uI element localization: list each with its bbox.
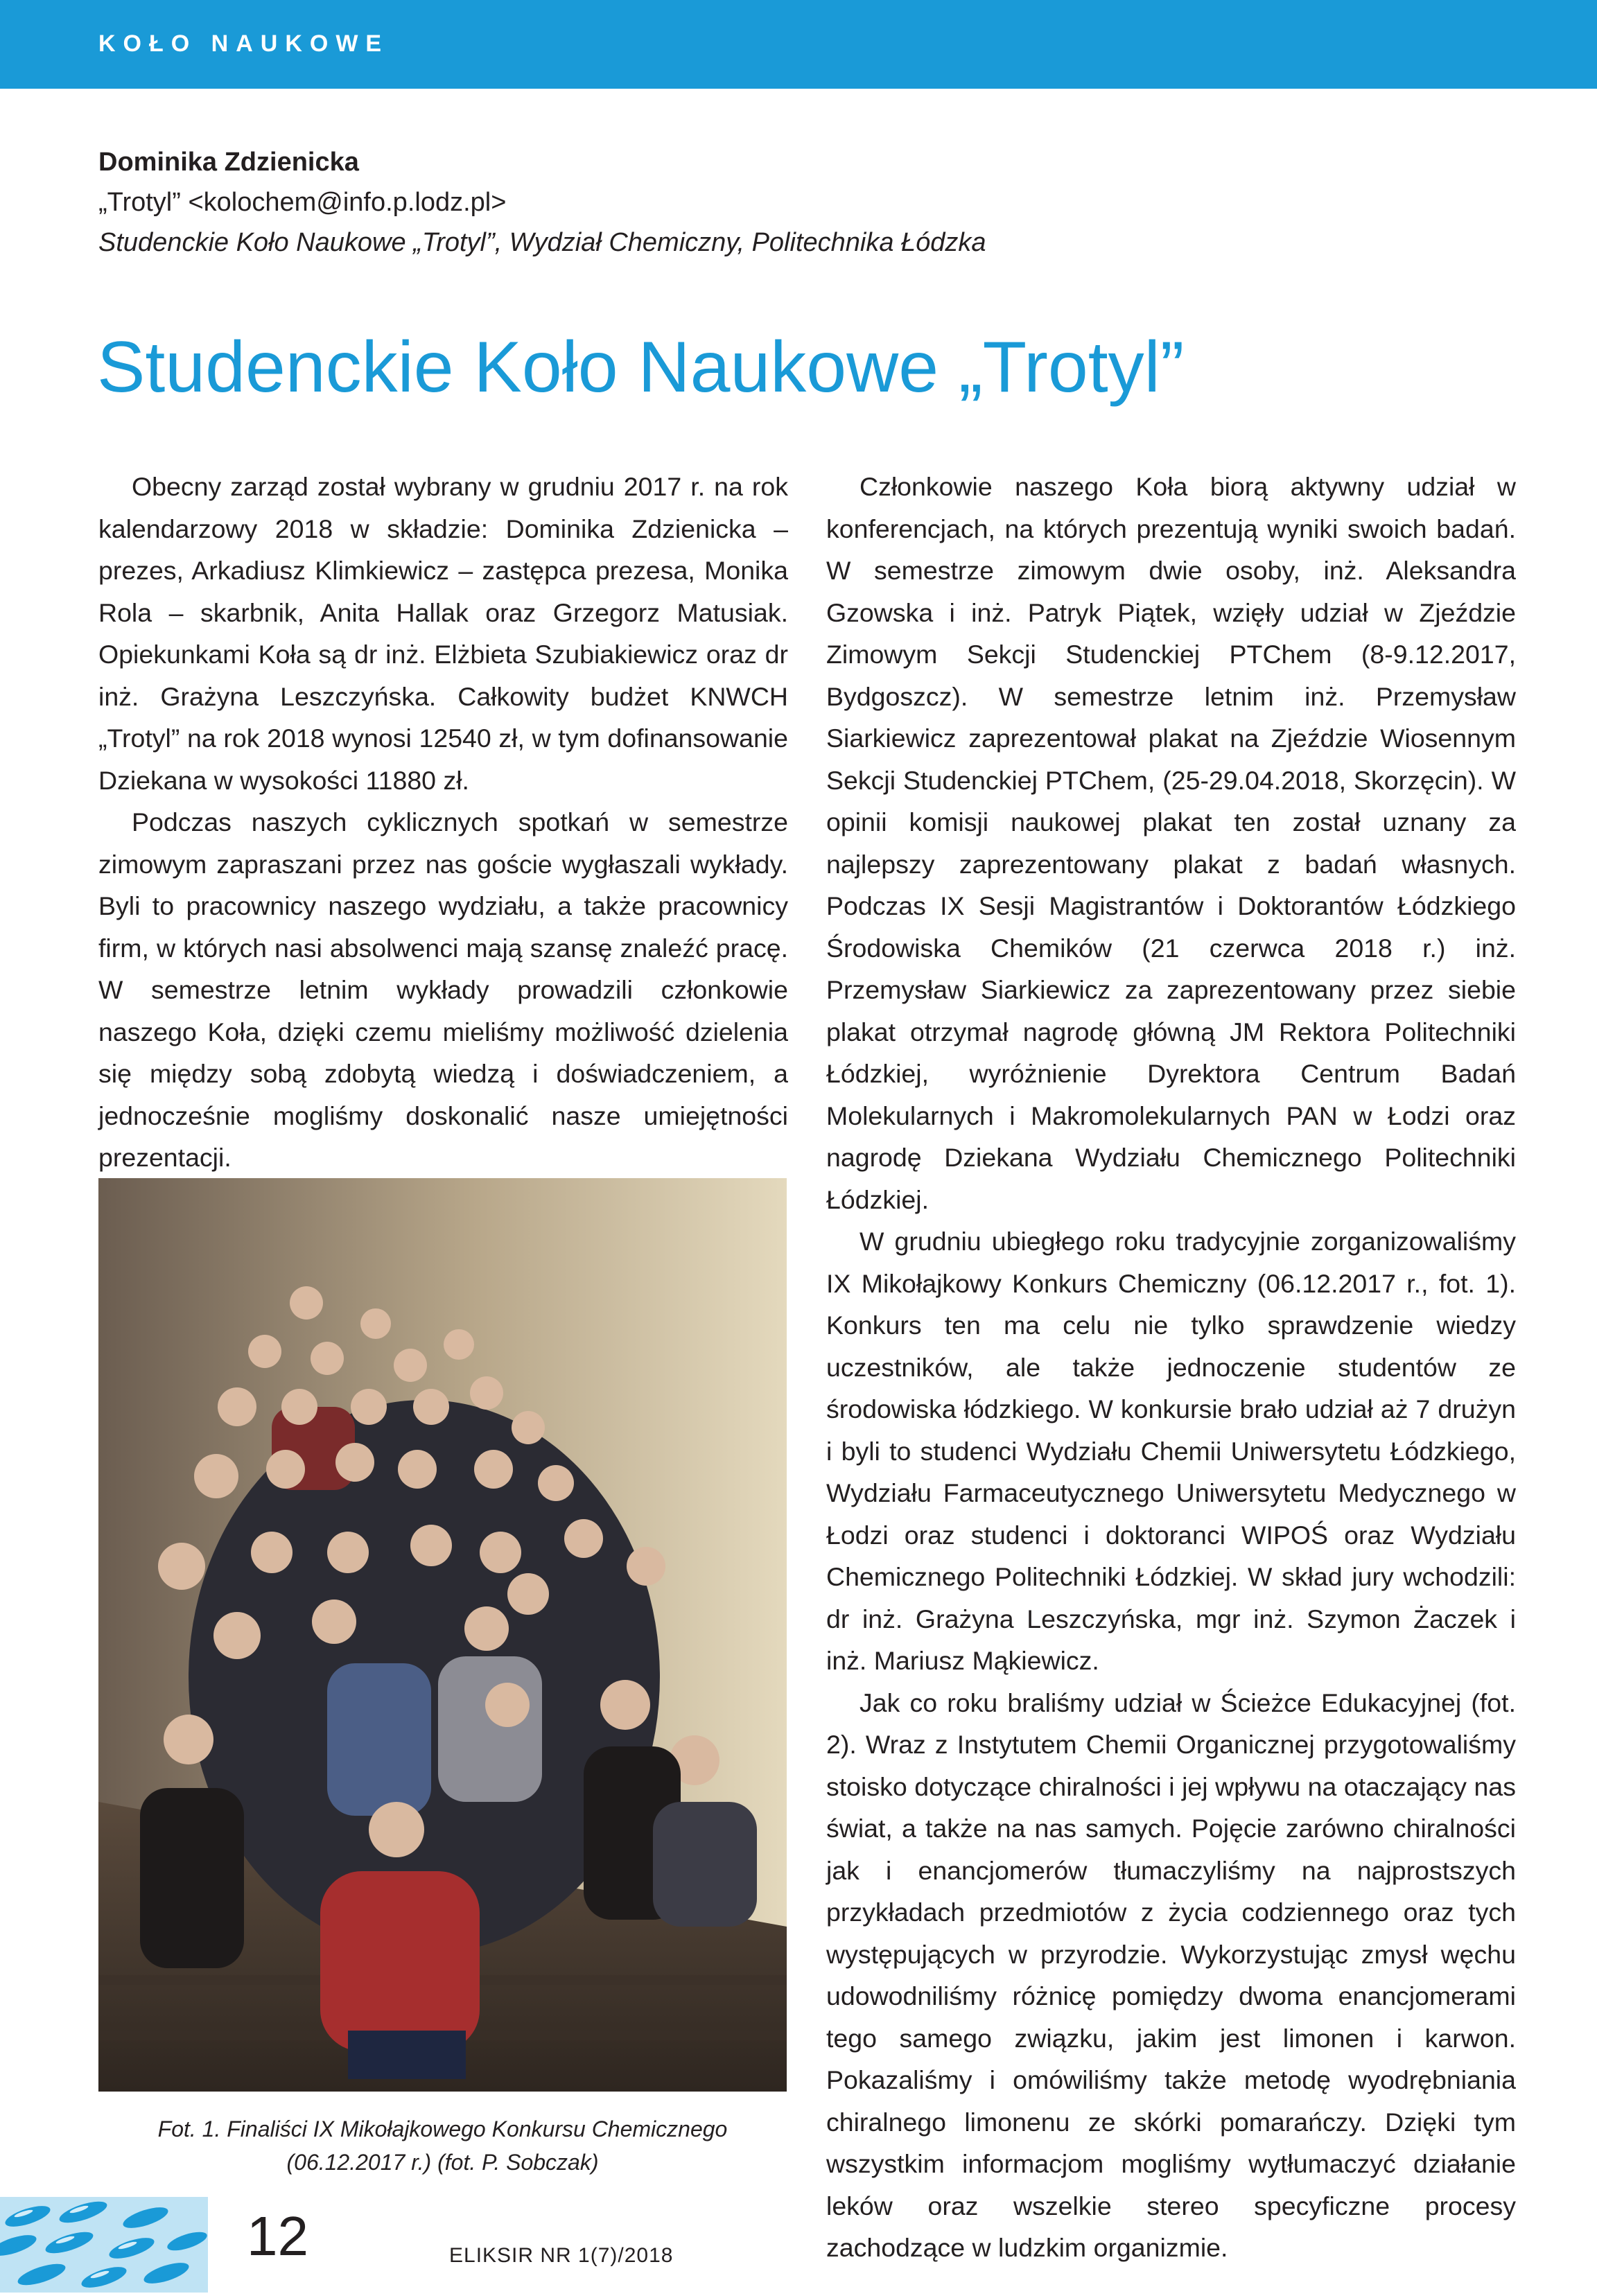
caption-line: (06.12.2017 r.) (fot. P. Sobczak) [286, 2150, 599, 2175]
author-name: Dominika Zdzienicka [98, 148, 359, 177]
caption-line: Fot. 1. Finaliści IX Mikołajkowego Konkursu Chemicznego [157, 2117, 728, 2141]
journal-name: ELIKSIR NR 1(7)/2018 [449, 2244, 674, 2267]
footer-decoration [0, 2197, 208, 2293]
header-bar [0, 0, 1597, 89]
left-column [98, 466, 788, 1179]
section-label: KOŁO NAUKOWE [98, 30, 390, 57]
figure-caption [98, 2112, 787, 2179]
page-number: 12 [247, 2205, 308, 2267]
paragraph: Jak co roku braliśmy udział w Ścieżce Edukacyjnej (fot. 2). Wraz z Instytutem Chemii Organicznej przygotowaliśmy stoisko dotyczące chiralności i jej wpływu na otaczający nas świat, a także na nas samych. Pojęcie zarówno chiralności jak i enancjomerów tłumaczyliśmy na najprostszych przykładach przedmiotów z życia codziennego oraz tych występujących w przyrodzie. Wykorzystując zmysł węchu udowodniliśmy różnicę pomiędzy dwoma enancjomerami tego samego związku, jakim jest limonen i karwon. Pokazaliśmy i omówiliśmy także metodę wyodrębniania chiralnego limonenu ze skórki pomarańczy. Dzięki tym wszystkim informacjom mogliśmy wytłumaczyć działanie leków oraz wszelkie stereo specyficzne procesy zachodzące w ludzkim organizmie. [826, 1688, 1516, 2262]
article-title: Studenckie Koło Naukowe „Trotyl” [97, 327, 1185, 408]
paragraph: W grudniu ubiegłego roku tradycyjnie zorganizowaliśmy IX Mikołajkowy Konkurs Chemiczny (06.12.2017 r., fot. 1). Konkurs ten ma celu nie tylko sprawdzenie wiedzy uczestników, ale także jednoczenie studentów ze środowiska łódzkiego. W konkursie brało udział aż 7 drużyn i byli to studenci Wydziału Chemii Uniwersytetu Łódzkiego, Wydziału Farmaceutycznego Uniwersytetu Medycznego w Łodzi oraz studenci i doktoranci WIPOŚ oraz Wydziału Chemicznego Politechniki Łódzkiej. W skład jury wchodzili: dr inż. Grażyna Leszczyńska, mgr inż. Szymon Żaczek i inż. Mariusz Mąkiewicz. [826, 1227, 1516, 1675]
author-block [98, 142, 986, 263]
paragraph: Obecny zarząd został wybrany w grudniu 2017 r. na rok kalendarzowy 2018 w składzie: Dominika Zdzienicka – prezes, Arkadiusz Klimkiewicz – zastępca prezesa, Monika Rola – skarbnik, Anita Hallak oraz Grzegorz Matusiak. Opiekunkami Koła są dr inż. Elżbieta Szubiakiewicz oraz dr inż. Grażyna Leszczyńska. Całkowity budżet KNWCH „Trotyl” na rok 2018 wynosi 12540 zł, w tym dofinansowanie Dziekana w wysokości 11880 zł. [98, 472, 788, 795]
group-photo [98, 1178, 787, 2092]
author-contact: „Trotyl” <kolochem@info.p.lodz.pl> [98, 188, 507, 217]
author-affiliation: Studenckie Koło Naukowe „Trotyl”, Wydział Chemiczny, Politechnika Łódzka [98, 228, 986, 257]
right-column [826, 466, 1516, 2269]
paragraph: Członkowie naszego Koła biorą aktywny udział w konferencjach, na których prezentują wyniki swoich badań. W semestrze zimowym dwie osoby, inż. Aleksandra Gzowska i inż. Patryk Piątek, wzięły udział w Zjeździe Zimowym Sekcji Studenckiej PTChem (8-9.12.2017, Bydgoszcz). W semestrze letnim inż. Przemysław Siarkiewicz zaprezentował plakat na Zjeździe Wiosennym Sekcji Studenckiej PTChem, (25-29.04.2018, Skorzęcin). W opinii komisji naukowej plakat ten został uznany za najlepszy zaprezentowany plakat z badań własnych. Podczas IX Sesji Magistrantów i Doktorantów Łódzkiego Środowiska Chemików (21 czerwca 2018 r.) inż. Przemysław Siarkiewicz za zaprezentowany przez siebie plakat otrzymał nagrodę główną JM Rektora Politechniki Łódzkiej, wyróżnienie Dyrektora Centrum Badań Molekularnych i Makromolekularnych PAN w Łodzi oraz nagrodę Dziekana Wydziału Chemicznego Politechniki Łódzkiej. [826, 472, 1516, 1214]
paragraph: Podczas naszych cyklicznych spotkań w semestrze zimowym zapraszani przez nas goście wygłaszali wykłady. Byli to pracownicy naszego wydziału, a także pracownicy firm, w których nasi absolwenci mają szansę znaleźć pracę. W semestrze letnim wykłady prowadzili członkowie naszego Koła, dzięki czemu mieliśmy możliwość dzielenia się między sobą zdobytą wiedzą i doświadczeniem, a jednocześnie mogliśmy doskonalić nasze umiejętności prezentacji. [98, 807, 788, 1172]
